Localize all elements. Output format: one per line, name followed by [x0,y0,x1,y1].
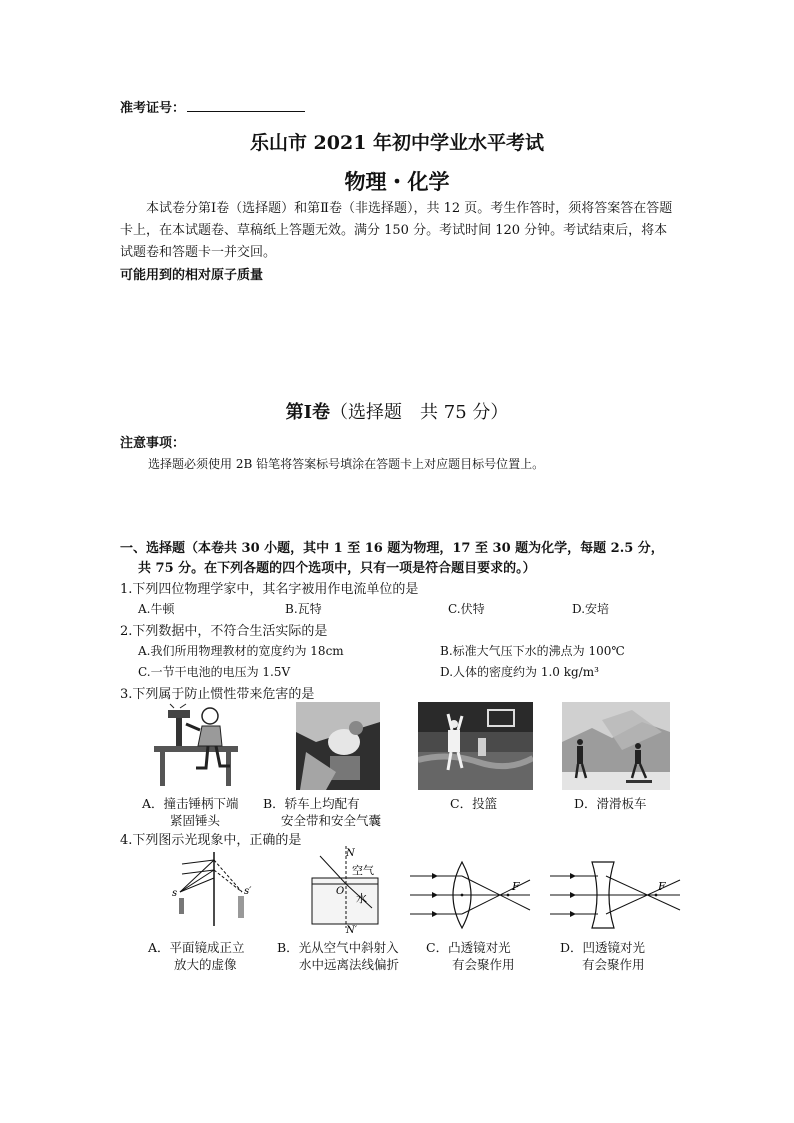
q4-figure-c-convex-lens [408,860,532,930]
q3-caption-b-line1: B．轿车上均配有 [263,796,360,811]
q1-option-d: D.安培 [572,602,610,616]
q3-figure-d-skateboard [562,702,670,790]
q4-figure-a-plane-mirror [168,848,256,930]
q4-caption-b-line2: 水中远离法线偏折 [299,957,400,972]
q4-c-label-f: F [512,880,520,893]
q1-option-b: B.瓦特 [285,602,322,616]
q4-caption-b-line1: B．光从空气中斜射入 [277,940,399,955]
q3-stem: 3.下列属于防止惯性带来危害的是 [120,687,315,702]
section1-line2: 共 75 分。在下列各题的四个选项中，只有一项是符合题目要求的。） [138,561,536,576]
q4-caption-d-line1: D．凹透镜对光 [560,940,646,955]
q4-caption-a-line1: A．平面镜成正立 [148,940,245,955]
q4-d-label-f: F [658,880,666,893]
notice-text: 选择题必须使用 2B 铅笔将答案标号填涂在答题卡上对应题目标号位置上。 [148,457,545,471]
q3-caption-a [142,795,239,829]
part1-heading-main: 第Ⅰ卷 [285,402,331,423]
q4-figure-b-refraction [306,842,386,934]
q3-caption-a-line1: A．撞击锤柄下端 [142,796,239,811]
q1-option-c: C.伏特 [448,602,485,616]
exam-title: 乐山市 2021 年初中学业水平考试 [249,132,545,154]
q4-caption-a-line2: 放大的虚像 [174,957,237,972]
q4-caption-c-line1: C．凸透镜对光 [426,940,511,955]
q3-figure-b-airbag [296,702,380,790]
q4-a-label-s-prime: s′ [244,886,252,897]
q3-caption-c: C．投篮 [450,796,498,811]
q2-stem: 2.下列数据中，不符合生活实际的是 [120,624,328,639]
exam-intro: 本试卷分第Ⅰ卷（选择题）和第Ⅱ卷（非选择题），共 12 页。考生作答时，须将答案答在答题卡上，在本试题卷、草稿纸上答题无效。满分 150 分。考试时间 120 分钟。考试结束后，将本试题卷和答题卡一并交回。 [120,201,673,260]
q4-caption-d [560,939,645,973]
exam-id-blank [187,99,305,112]
q3-caption-d: D．滑滑板车 [574,796,647,811]
q4-a-label-s: s [172,888,178,899]
q3-caption-a-line2: 紧固锤头 [170,813,221,828]
q4-b-label-air: 空气 [352,864,374,877]
q1-stem: 1.下列四位物理学家中，其名字被用作电流单位的是 [120,582,419,597]
q2-option-b: B.标准大气压下水的沸点为 100℃ [440,644,625,658]
q4-caption-c [426,939,515,973]
q2-option-c: C.一节干电池的电压为 1.5V [138,665,291,679]
q3-figure-a-hammer [150,702,242,790]
q4-caption-d-line2: 有会聚作用 [582,957,645,972]
q2-option-d: D.人体的密度约为 1.0 kg/m³ [440,665,599,679]
atomic-mass-label: 可能用到的相对原子质量 [120,268,264,283]
q4-stem: 4.下列图示光现象中，正确的是 [120,833,302,848]
q4-b-label-n-prime: N′ [346,925,358,934]
q1-option-a: A.牛顿 [138,602,175,616]
q2-option-a: A.我们所用物理教材的宽度约为 18cm [138,644,344,658]
q3-figure-c-basketball [418,702,533,790]
exam-subtitle: 物理・化学 [344,169,450,194]
q3-caption-b-line2: 安全带和安全气囊 [281,813,382,828]
notice-label: 注意事项： [120,436,186,451]
part1-heading-note: （选择题 共 75 分） [330,402,509,423]
q4-figure-d-concave-lens [548,860,682,930]
q4-b-label-n: N [346,848,355,859]
q4-caption-a [148,939,245,973]
part1-heading [0,398,794,424]
q4-caption-c-line2: 有会聚作用 [452,957,515,972]
exam-id-label: 准考证号： [120,101,186,116]
exam-id-field [120,97,305,116]
q3-caption-b [263,795,381,829]
section1-line1: 一、选择题（本卷共 30 小题，其中 1 至 16 题为物理，17 至 30 题为化学，每题 2.5 分， [120,541,664,556]
q4-b-label-water: 水 [356,892,367,905]
q4-b-label-o: O [336,886,345,897]
q4-caption-b [277,939,399,973]
